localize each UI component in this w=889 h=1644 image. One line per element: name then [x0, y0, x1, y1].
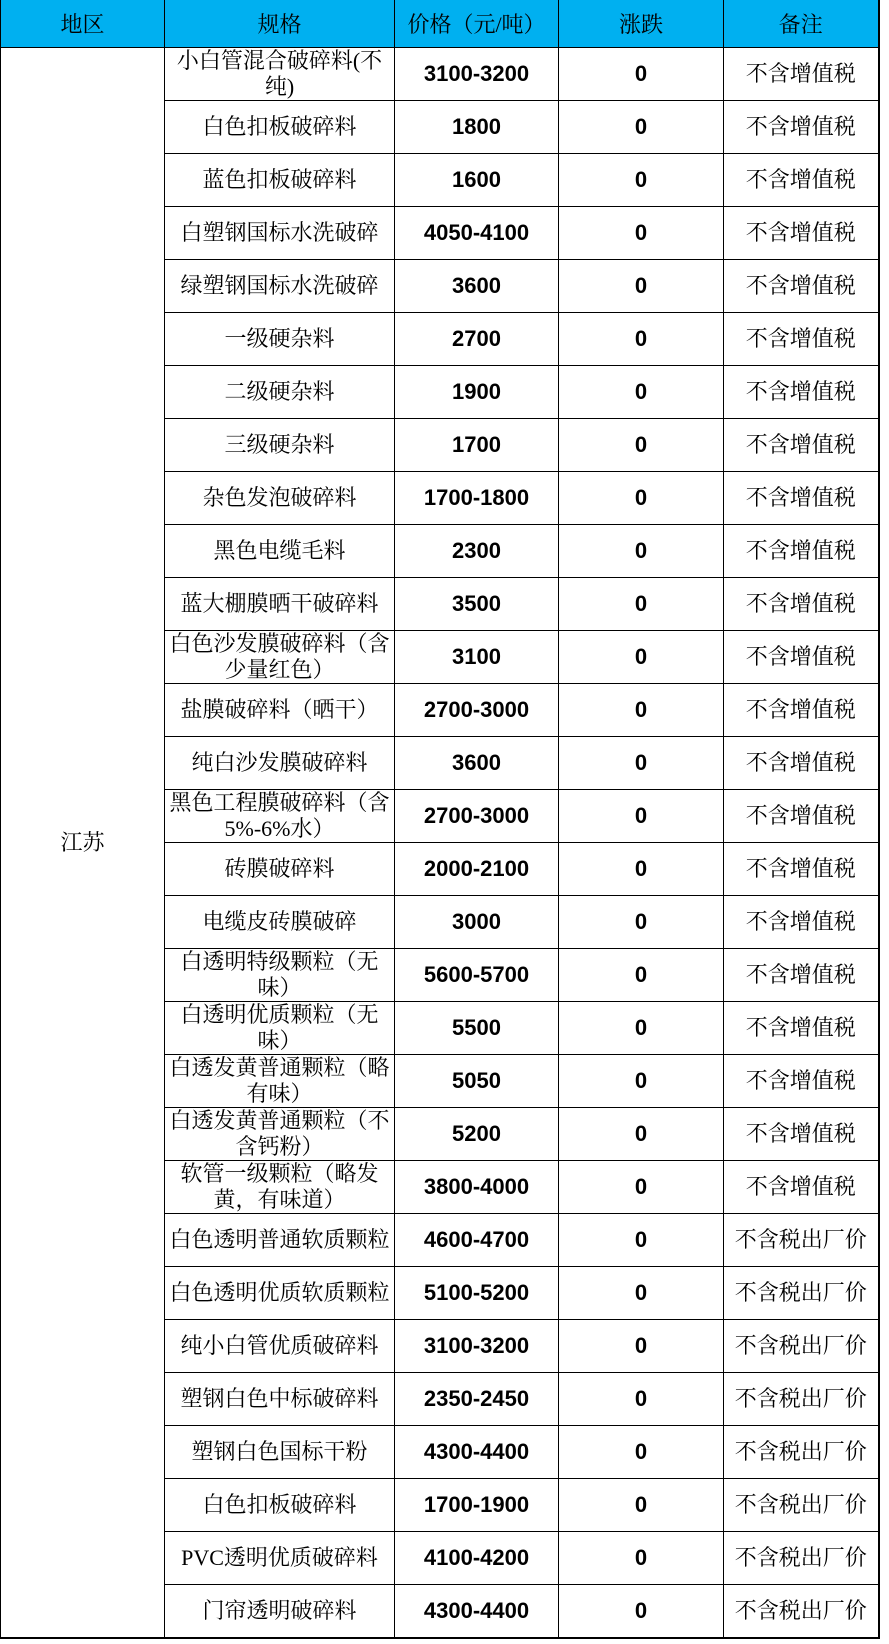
change-cell: 0	[559, 949, 724, 1002]
note-cell: 不含增值税	[724, 525, 879, 578]
price-cell: 3100-3200	[395, 1320, 559, 1373]
col-header-note: 备注	[724, 0, 879, 48]
change-cell: 0	[559, 896, 724, 949]
spec-cell: 白色透明优质软质颗粒	[165, 1267, 395, 1320]
price-cell: 5500	[395, 1002, 559, 1055]
note-cell: 不含增值税	[724, 631, 879, 684]
spec-cell: 门帘透明破碎料	[165, 1585, 395, 1639]
note-cell: 不含增值税	[724, 684, 879, 737]
change-cell: 0	[559, 1532, 724, 1585]
note-cell: 不含税出厂价	[724, 1214, 879, 1267]
table-body	[1, 48, 879, 1639]
spec-cell: 白色沙发膜破碎料（含少量红色）	[165, 631, 395, 684]
change-cell: 0	[559, 313, 724, 366]
price-cell: 1600	[395, 154, 559, 207]
note-cell: 不含增值税	[724, 419, 879, 472]
col-header-spec: 规格	[165, 0, 395, 48]
note-cell: 不含税出厂价	[724, 1373, 879, 1426]
note-cell: 不含增值税	[724, 1108, 879, 1161]
change-cell: 0	[559, 101, 724, 154]
spec-cell: 纯小白管优质破碎料	[165, 1320, 395, 1373]
change-cell: 0	[559, 1479, 724, 1532]
price-cell: 4600-4700	[395, 1214, 559, 1267]
note-cell: 不含税出厂价	[724, 1320, 879, 1373]
price-cell: 2700	[395, 313, 559, 366]
col-header-change: 涨跌	[559, 0, 724, 48]
change-cell: 0	[559, 737, 724, 790]
header-row	[1, 0, 879, 48]
price-cell: 1700-1900	[395, 1479, 559, 1532]
change-cell: 0	[559, 366, 724, 419]
price-cell: 3600	[395, 260, 559, 313]
spec-cell: 绿塑钢国标水洗破碎	[165, 260, 395, 313]
change-cell: 0	[559, 631, 724, 684]
col-header-price: 价格（元/吨）	[395, 0, 559, 48]
note-cell: 不含增值税	[724, 896, 879, 949]
spec-cell: 白透明优质颗粒（无味）	[165, 1002, 395, 1055]
spec-cell: 黑色电缆毛料	[165, 525, 395, 578]
note-cell: 不含税出厂价	[724, 1267, 879, 1320]
price-cell: 4300-4400	[395, 1585, 559, 1639]
spec-cell: 白透发黄普通颗粒（不含钙粉）	[165, 1108, 395, 1161]
price-cell: 4300-4400	[395, 1426, 559, 1479]
note-cell: 不含增值税	[724, 1055, 879, 1108]
price-cell: 2700-3000	[395, 790, 559, 843]
col-header-region: 地区	[1, 0, 165, 48]
note-cell: 不含增值税	[724, 472, 879, 525]
spec-cell: 盐膜破碎料（晒干）	[165, 684, 395, 737]
spec-cell: PVC透明优质破碎料	[165, 1532, 395, 1585]
price-cell: 5100-5200	[395, 1267, 559, 1320]
price-cell: 1800	[395, 101, 559, 154]
price-cell: 5600-5700	[395, 949, 559, 1002]
price-cell: 5200	[395, 1108, 559, 1161]
note-cell: 不含增值税	[724, 260, 879, 313]
change-cell: 0	[559, 419, 724, 472]
note-cell: 不含增值税	[724, 313, 879, 366]
spec-cell: 小白管混合破碎料(不纯)	[165, 48, 395, 101]
price-cell: 4100-4200	[395, 1532, 559, 1585]
price-cell: 1700-1800	[395, 472, 559, 525]
spec-cell: 白色扣板破碎料	[165, 1479, 395, 1532]
spec-cell: 软管一级颗粒（略发黄，有味道）	[165, 1161, 395, 1214]
spec-cell: 三级硬杂料	[165, 419, 395, 472]
spec-cell: 蓝色扣板破碎料	[165, 154, 395, 207]
spec-cell: 一级硬杂料	[165, 313, 395, 366]
change-cell: 0	[559, 843, 724, 896]
price-cell: 1700	[395, 419, 559, 472]
price-cell: 3100	[395, 631, 559, 684]
price-cell: 2300	[395, 525, 559, 578]
change-cell: 0	[559, 684, 724, 737]
change-cell: 0	[559, 472, 724, 525]
spec-cell: 白塑钢国标水洗破碎	[165, 207, 395, 260]
note-cell: 不含增值税	[724, 366, 879, 419]
price-cell: 3100-3200	[395, 48, 559, 101]
change-cell: 0	[559, 1161, 724, 1214]
table-header	[1, 0, 879, 48]
spec-cell: 纯白沙发膜破碎料	[165, 737, 395, 790]
change-cell: 0	[559, 525, 724, 578]
note-cell: 不含增值税	[724, 790, 879, 843]
spec-cell: 电缆皮砖膜破碎	[165, 896, 395, 949]
spec-cell: 白色透明普通软质颗粒	[165, 1214, 395, 1267]
change-cell: 0	[559, 260, 724, 313]
note-cell: 不含增值税	[724, 207, 879, 260]
change-cell: 0	[559, 790, 724, 843]
spec-cell: 蓝大棚膜晒干破碎料	[165, 578, 395, 631]
price-cell: 2000-2100	[395, 843, 559, 896]
spec-cell: 二级硬杂料	[165, 366, 395, 419]
table-row	[1, 48, 879, 101]
note-cell: 不含增值税	[724, 101, 879, 154]
spec-cell: 杂色发泡破碎料	[165, 472, 395, 525]
change-cell: 0	[559, 1585, 724, 1639]
note-cell: 不含税出厂价	[724, 1585, 879, 1639]
price-cell: 3500	[395, 578, 559, 631]
note-cell: 不含税出厂价	[724, 1426, 879, 1479]
change-cell: 0	[559, 1320, 724, 1373]
price-cell: 1900	[395, 366, 559, 419]
price-cell: 5050	[395, 1055, 559, 1108]
price-cell: 3000	[395, 896, 559, 949]
note-cell: 不含增值税	[724, 949, 879, 1002]
price-cell: 3800-4000	[395, 1161, 559, 1214]
note-cell: 不含税出厂价	[724, 1532, 879, 1585]
note-cell: 不含税出厂价	[724, 1479, 879, 1532]
spec-cell: 塑钢白色国标干粉	[165, 1426, 395, 1479]
change-cell: 0	[559, 1373, 724, 1426]
spec-cell: 白透明特级颗粒（无味）	[165, 949, 395, 1002]
spec-cell: 白色扣板破碎料	[165, 101, 395, 154]
change-cell: 0	[559, 1214, 724, 1267]
region-cell: 江苏	[1, 48, 165, 1639]
change-cell: 0	[559, 48, 724, 101]
spec-cell: 塑钢白色中标破碎料	[165, 1373, 395, 1426]
spec-cell: 黑色工程膜破碎料（含5%-6%水）	[165, 790, 395, 843]
change-cell: 0	[559, 1426, 724, 1479]
note-cell: 不含增值税	[724, 1161, 879, 1214]
note-cell: 不含增值税	[724, 737, 879, 790]
note-cell: 不含增值税	[724, 154, 879, 207]
spec-cell: 砖膜破碎料	[165, 843, 395, 896]
change-cell: 0	[559, 154, 724, 207]
change-cell: 0	[559, 207, 724, 260]
price-cell: 4050-4100	[395, 207, 559, 260]
note-cell: 不含增值税	[724, 48, 879, 101]
spec-cell: 白透发黄普通颗粒（略有味）	[165, 1055, 395, 1108]
note-cell: 不含增值税	[724, 843, 879, 896]
price-cell: 3600	[395, 737, 559, 790]
change-cell: 0	[559, 1002, 724, 1055]
change-cell: 0	[559, 1055, 724, 1108]
note-cell: 不含增值税	[724, 578, 879, 631]
note-cell: 不含增值税	[724, 1002, 879, 1055]
change-cell: 0	[559, 578, 724, 631]
price-cell: 2350-2450	[395, 1373, 559, 1426]
change-cell: 0	[559, 1267, 724, 1320]
change-cell: 0	[559, 1108, 724, 1161]
price-cell: 2700-3000	[395, 684, 559, 737]
